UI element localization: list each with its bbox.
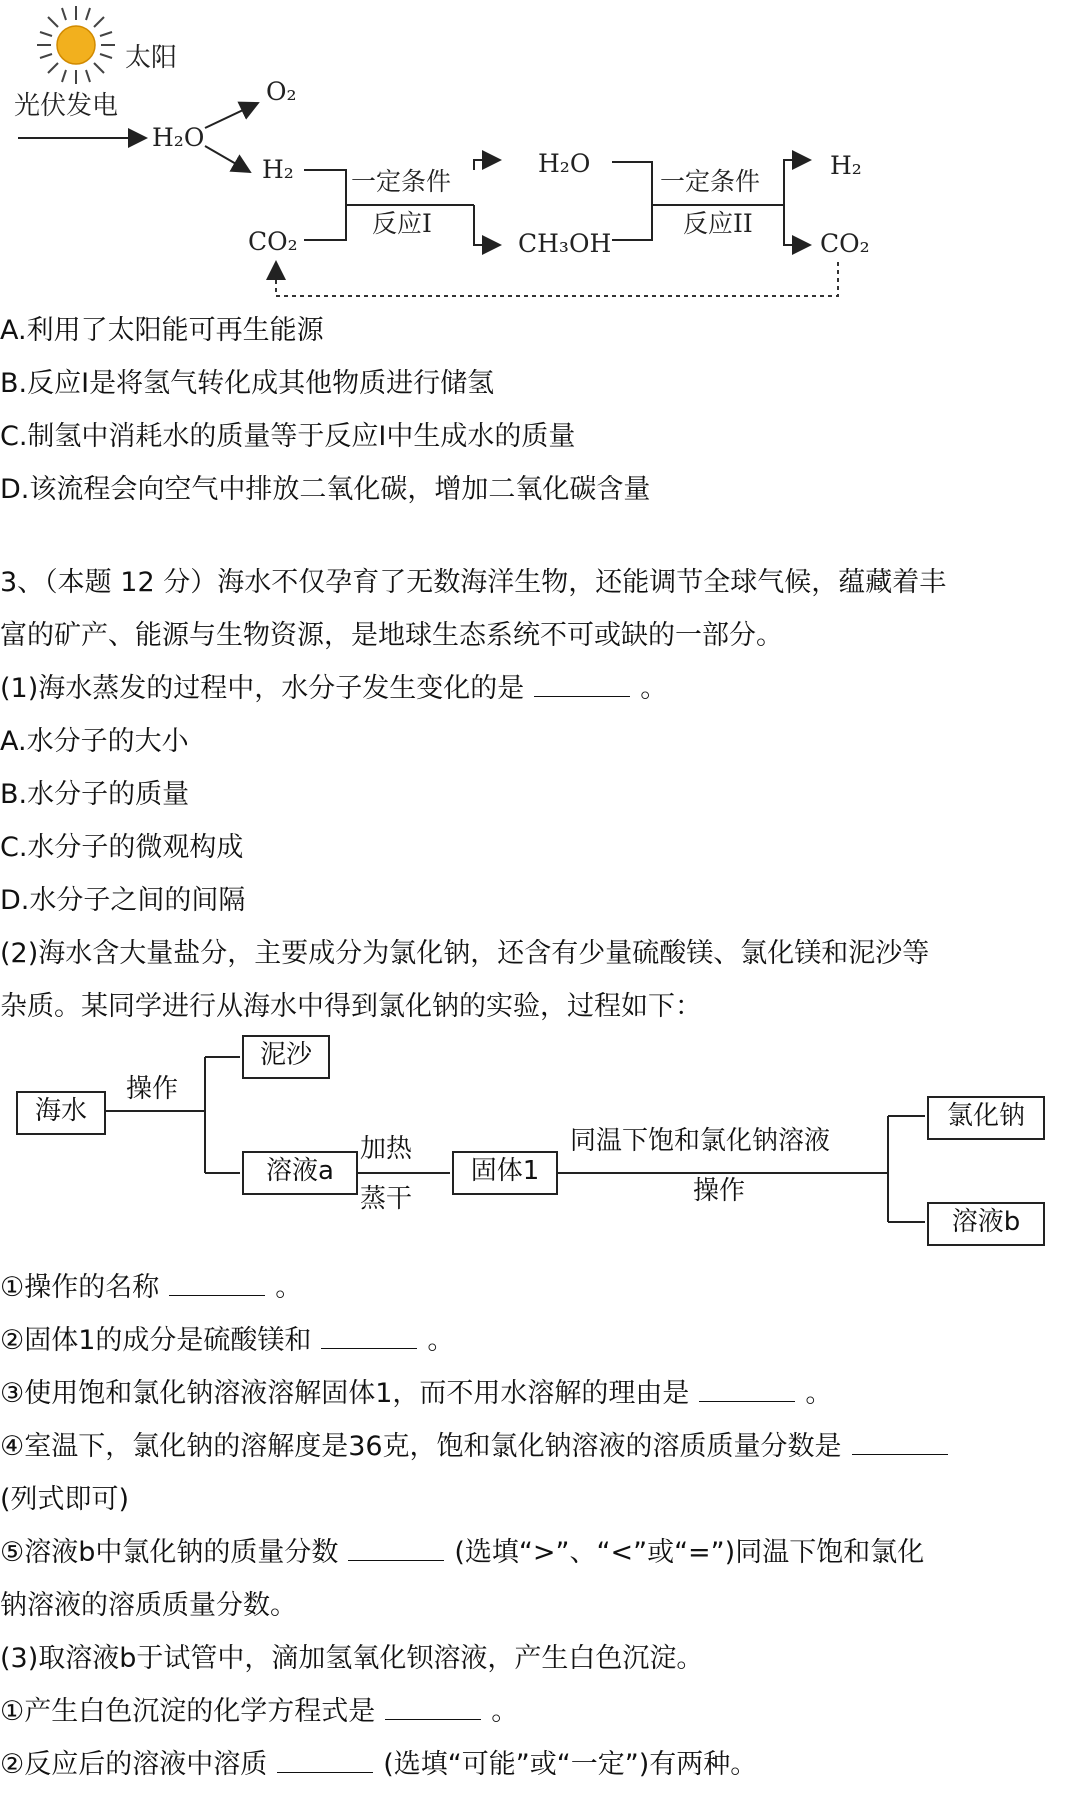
answer-blank[interactable] [348, 1536, 444, 1561]
q3-part3-sub1-end: 。 [491, 1696, 519, 1727]
q3-sub1-text: ①操作的名称 [0, 1272, 160, 1303]
q3-sub4 [0, 1429, 958, 1465]
q3-part1-option-b: B.水分子的质量 [0, 779, 190, 810]
q3-sub1 [0, 1270, 302, 1306]
q3-sub3-text: ③使用饱和氯化钠溶液溶解固体1，而不用水溶解的理由是 [0, 1378, 690, 1409]
q3-part1-option-a: A.水分子的大小 [0, 726, 189, 757]
op1-label: 操作 [126, 1074, 179, 1104]
answer-blank[interactable] [277, 1748, 373, 1773]
q3-sub5-line2: 钠溶液的溶质质量分数。 [0, 1590, 297, 1621]
q3-part3-sub2-end: (选填“可能”或“一定”)有两种。 [383, 1749, 758, 1780]
h2o-mid: H₂O [538, 149, 591, 178]
nacl-box: 氯化钠 [927, 1096, 1045, 1140]
answer-blank[interactable] [169, 1271, 265, 1296]
answer-blank[interactable] [699, 1377, 795, 1402]
o2-label: O₂ [266, 77, 297, 106]
sun-label: 太阳 [125, 43, 178, 73]
q3-part1-end: 。 [640, 673, 668, 704]
q3-sub2-end: 。 [427, 1325, 455, 1356]
q3-part1-option-d: D.水分子之间的间隔 [0, 885, 246, 916]
q2-option-a: A.利用了太阳能可再生能源 [0, 315, 324, 346]
h2o-left: H₂O [152, 123, 205, 152]
sand-box: 泥沙 [242, 1035, 330, 1079]
separation-flow-diagram [0, 1030, 1080, 1255]
pv-label: 光伏发电 [14, 91, 119, 121]
q3-sub4-line2: (列式即可) [0, 1484, 130, 1515]
q2-option-c: C.制氢中消耗水的质量等于反应Ⅰ中生成水的质量 [0, 421, 576, 452]
q3-sub2-text: ②固体1的成分是硫酸镁和 [0, 1325, 312, 1356]
q3-part3: (3)取溶液b于试管中，滴加氢氧化钡溶液，产生白色沉淀。 [0, 1643, 704, 1674]
q3-sub5 [0, 1535, 924, 1571]
q2-option-b: B.反应Ⅰ是将氢气转化成其他物质进行储氢 [0, 368, 495, 399]
cond1-label: 一定条件 [351, 167, 452, 196]
q3-sub1-end: 。 [275, 1272, 303, 1303]
q3-sub2 [0, 1323, 454, 1359]
q2-option-d: D.该流程会向空气中排放二氧化碳，增加二氧化碳含量 [0, 474, 651, 505]
co2-left: CO₂ [248, 227, 298, 256]
q3-sub3 [0, 1376, 832, 1412]
q3-part2-line1: (2)海水含大量盐分，主要成分为氯化钠，还含有少量硫酸镁、氯化镁和泥沙等 [0, 938, 930, 969]
solution-a-box: 溶液a [242, 1151, 358, 1195]
q3-intro-line1: 3、（本题 12 分）海水不仅孕育了无数海洋生物，还能调节全球气候，蕴藏着丰 [0, 567, 947, 598]
q3-part1-stem [0, 671, 667, 707]
answer-blank[interactable] [321, 1324, 417, 1349]
seawater-box: 海水 [16, 1091, 106, 1135]
q3-part3-sub1-text: ①产生白色沉淀的化学方程式是 [0, 1696, 376, 1727]
ch3oh-label: CH₃OH [518, 229, 612, 258]
q3-part2-line2: 杂质。某同学进行从海水中得到氯化钠的实验，过程如下： [0, 991, 702, 1022]
saturated-solution-label: 同温下饱和氯化钠溶液 [570, 1126, 831, 1156]
answer-blank[interactable] [852, 1430, 948, 1455]
q3-part1-option-c: C.水分子的微观构成 [0, 832, 244, 863]
h2-left: H₂ [262, 155, 294, 184]
heat-label: 加热 [360, 1134, 413, 1164]
q3-sub5-text: ⑤溶液b中氯化钠的质量分数 [0, 1537, 339, 1568]
q3-intro-line2: 富的矿产、能源与生物资源，是地球生态系统不可或缺的一部分。 [0, 620, 783, 651]
solution-b-box: 溶液b [927, 1202, 1045, 1246]
q3-sub5-end: (选填“>”、“<”或“=”)同温下饱和氯化 [454, 1537, 925, 1568]
solid1-box: 固体1 [452, 1151, 558, 1195]
flow-connectors [0, 1030, 1080, 1255]
sun-icon [37, 6, 115, 84]
react2-label: 反应II [683, 209, 753, 238]
react1-label: 反应I [372, 209, 432, 238]
q3-part1-text: (1)海水蒸发的过程中，水分子发生变化的是 [0, 673, 525, 704]
q3-part3-sub2-text: ②反应后的溶液中溶质 [0, 1749, 268, 1780]
hydrogen-cycle-diagram [0, 0, 1080, 310]
answer-blank[interactable] [385, 1695, 481, 1720]
q3-sub4-text: ④室温下，氯化钠的溶解度是36克，饱和氯化钠溶液的溶质质量分数是 [0, 1431, 842, 1462]
q3-part3-sub1 [0, 1694, 518, 1730]
answer-blank[interactable] [534, 672, 630, 697]
q3-sub3-end: 。 [805, 1378, 833, 1409]
cond2-label: 一定条件 [660, 167, 761, 196]
q3-part3-sub2 [0, 1747, 757, 1783]
op2-label: 操作 [693, 1176, 746, 1206]
co2-right: CO₂ [820, 229, 870, 258]
evaporate-label: 蒸干 [360, 1184, 413, 1214]
h2-right: H₂ [830, 151, 862, 180]
